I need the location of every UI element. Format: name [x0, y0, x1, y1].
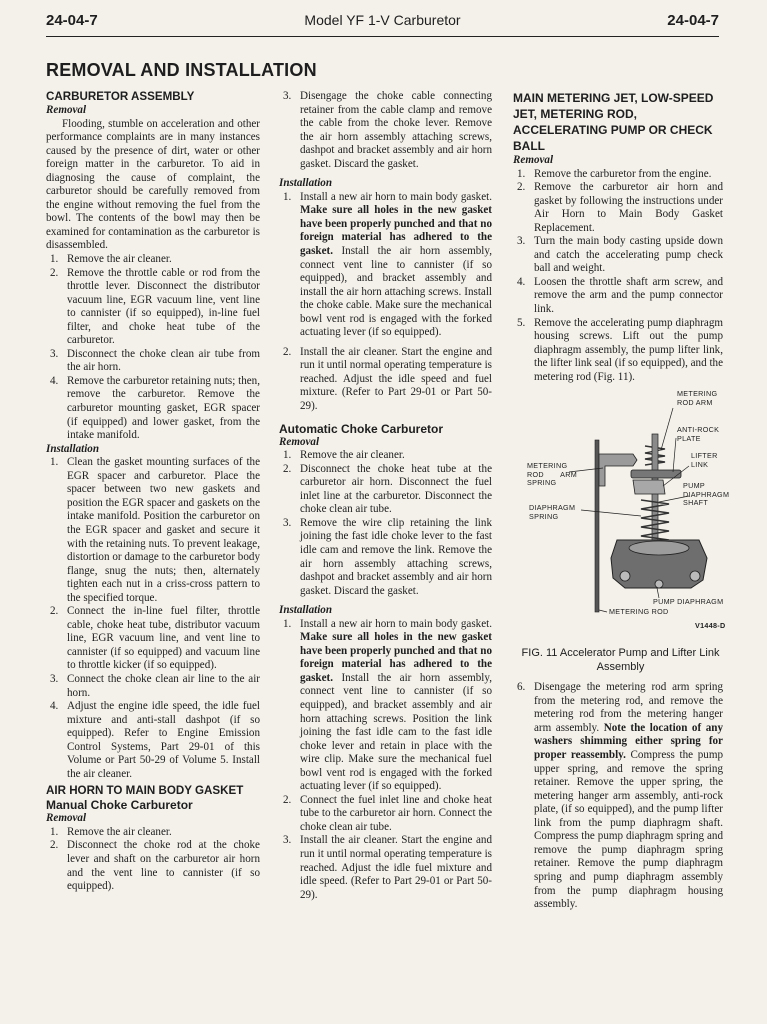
installation-steps-manual [279, 191, 492, 414]
list-item: 2. Disconnect the choke heat tube at the carburetor air horn. Disconnect the fuel inlet line at the carburetor. Disconnect the choke clean air tube. [283, 462, 492, 516]
list-item: 1. Remove the air cleaner. [283, 449, 405, 462]
list-item: 4. Loosen the throttle shaft arm screw, and remove the arm and the pump connector link. [517, 275, 723, 316]
label-metering-rod-arm-spring: METERING ROD ARM SPRING [527, 461, 577, 487]
label-anti-rock-plate: ANTI-ROCK PLATE [677, 425, 720, 443]
list-item: 2. Install the air cleaner. Start the engine and run it until normal operating temperature is reached. Adjust the idle speed and fuel mixture. (Refer to Part 29-01 or Part 50-29). [283, 345, 492, 413]
installation-subheading: Installation [279, 177, 333, 190]
list-item: 1. Install a new air horn to main body gasket. Make sure all holes in the new gasket have been properly punched and that no foreign material has adhered to the gasket. Install the air horn assembly, connect vent line to cannister (if so equipped), and bracket assembly and air horn attaching screws. Position the link joining the fast idle cam to the fast idle choke lever and retain in place with the wire clip. Make sure the mechanical fuel bowl vent rod is engaged with the forked actuating lever (if so equipped). [283, 617, 492, 793]
label-pump-diaphragm-shaft: PUMP DIAPHRAGM SHAFT [683, 481, 730, 507]
page-header [46, 12, 719, 34]
column-3 [513, 90, 730, 912]
label-pump-diaphragm: PUMP DIAPHRAGM [653, 597, 724, 607]
list-item: 4. Remove the carburetor retaining nuts; then, remove the carburetor. Remove the carburetor mounting gasket, EGR spacer (if equipped) and lower gasket, from the intake manifold. [50, 374, 260, 442]
list-item: 2. Connect the fuel inlet line and choke heat tube to the carburetor air horn. Connect the choke clean air tube. [283, 793, 492, 833]
installation-subheading-2: Installation [279, 604, 333, 617]
list-item: 1. Remove the air cleaner. [50, 253, 172, 266]
list-item: 2. Disconnect the choke rod at the choke lever and shaft on the carburetor air horn and the vent line to cannister (if so equipped). [50, 839, 260, 893]
list-item: 2. Remove the throttle cable or rod from the throttle lever. Disconnect the distributor vacuum line, EGR vacuum line, vent line to cannister (if so equipped), in-line fuel filter, and choke heat tube of the carburetor. [50, 266, 260, 347]
list-item: 1. Clean the gasket mounting surfaces of the EGR spacer and carburetor. Place the spacer between two new gaskets and position the EGR spacer and gaskets on the intake manifold. Position the carburetor on the EGR spacer and gasket and secure it with the retaining nuts. To prevent leakage, distortion or damage to the carburetor body flange, snug the nuts; then, alternately tighten each nut in a criss-cross pattern to the specified torque. [50, 456, 260, 604]
removal-steps [513, 168, 723, 385]
removal-steps [46, 253, 260, 443]
installation-subheading: Installation [46, 442, 100, 455]
list-item: 3. Remove the wire clip retaining the link joining the fast idle choke lever to the fast idle cam and remove the link. Remove the air horn assembly attaching screws, dashpot and bracket assembly and air horn gasket. Discard the gasket. [283, 516, 492, 597]
removal-subheading: Removal [513, 154, 554, 166]
label-diaphragm-spring: DIAPHRAGM SPRING [529, 503, 576, 521]
removal-steps-2 [46, 826, 260, 894]
column-2 [279, 90, 492, 902]
figure-caption: FIG. 11 Accelerator Pump and Lifter Link Assembly [521, 647, 720, 674]
figure-11 [513, 390, 728, 675]
list-item: 3. Install the air cleaner. Start the engine and run it until normal operating temperature is reached. Adjust the idle fuel mixture and idle speed. (Refer to Part 29-01 or Part 50-29). [283, 834, 492, 901]
intro-paragraph: Flooding, stumble on acceleration and other performance complaints are in many instances caused by the presence of dirt, water or other foreign matter in the carburetor. To aid in diagnosing the cause of complaint, the carburetor should be carefully removed from the engine without removing the fuel from the bowl. The contents of the bowl may then be examined for contamination as the carburetor is disassembled. [46, 117, 260, 252]
column-1 [46, 90, 260, 894]
heading-air-horn-gasket: AIR HORN TO MAIN BODY GASKET [46, 784, 244, 798]
list-item: 2. Connect the in-line fuel filter, throttle cable, choke heat tube, distributor vacuum line, EGR vacuum line, and vent line to cannister (if so equipped) and vacuum line to throttle kicker (if so equipped). [50, 605, 260, 672]
label-lifter-link: LIFTER LINK [691, 451, 718, 469]
figure-code: V1448-D [695, 621, 726, 631]
running-title: Model YF 1-V Carburetor [304, 12, 461, 28]
list-item: 1. Install a new air horn to main body gasket. Make sure all holes in the new gasket have been properly punched and that no foreign material has adhered to the gasket. Install the air horn assembly, connect vent line to cannister (if so equipped), and bracket assembly and install the air horn attaching screws. Install the choke cable. Make sure the mechanical bowl vent rod is engaged with the forked actuating lever (if so equipped). [283, 190, 492, 339]
list-item: 1. Remove the carburetor from the engine. [517, 167, 712, 180]
list-item: 6. Disengage the metering rod arm spring from the metering rod, and remove the metering rod from the metering hanger arm assembly. Note the location of any washers shimming either spring for proper reassembly. Compress the pump upper spring, and remove the spring retainer. Remove the upper spring, the metering hanger arm assembly, anti-rock plate, (if so equipped), and the pump lifter link from the pump diaphragm shaft. Compress the pump diaphragm spring and remove the pump diaphragm spring retainer. Remove the pump diaphragm spring and pump diaphragm assembly from the pump diaphragm housing assembly. [517, 681, 723, 911]
list-item: 3. Disengage the choke cable connecting retainer from the cable clamp and remove the cable from the choke lever. Remove the air horn assembly attaching screws, dashpot and bracket assembly and air horn gasket. Discard the gasket. [283, 90, 492, 170]
label-metering-rod-arm: METERING ROD ARM [677, 389, 718, 407]
installation-steps [46, 456, 260, 781]
page-number-right: 24-04-7 [667, 12, 719, 29]
list-item: 5. Remove the accelerating pump diaphragm housing screws. Lift out the pump diaphragm assembly, the pump lifter link, the lifter link seal (if so equipped), and the metering rod (Fig. 11). [517, 316, 723, 383]
removal-steps-cont [513, 681, 723, 911]
removal-subheading: Removal [279, 435, 320, 448]
automatic-installation-steps [279, 618, 492, 902]
page-number-left: 24-04-7 [46, 12, 98, 29]
heading-carburetor-assembly: CARBURETOR ASSEMBLY [46, 90, 195, 103]
list-item: 3. Disconnect the choke clean air tube from the air horn. [50, 347, 260, 374]
list-item: 4. Adjust the engine idle speed, the idle fuel mixture and anti-stall dashpot (if so equipped). Refer to Engine Emission Control Systems, Part 29-01 of this Volume or Part 50-29 of Volume 5. Install the air cleaner. [50, 700, 260, 780]
list-item: 3. Connect the choke clean air line to the air horn. [50, 672, 260, 699]
section-title: REMOVAL AND INSTALLATION [46, 60, 317, 80]
automatic-removal-steps [279, 449, 492, 598]
subheading-manual-choke: Manual Choke Carburetor [46, 798, 193, 813]
list-item: 3. Turn the main body casting upside down and catch the accelerating pump check ball and weight. [517, 235, 723, 275]
heading-main-metering-jet: MAIN METERING JET, LOW-SPEED JET, METERING ROD, ACCELERATING PUMP OR CHECK BALL [513, 91, 714, 153]
heading-automatic-choke: Automatic Choke Carburetor [279, 421, 444, 436]
header-rule [46, 36, 719, 37]
removal-steps-cont [279, 90, 492, 171]
list-item: 1. Remove the air cleaner. [50, 825, 172, 838]
removal-subheading-2: Removal [46, 812, 87, 825]
list-item: 2. Remove the carburetor air horn and gasket by following the instructions under Air Horn to Main Body Gasket Replacement. [517, 181, 723, 234]
removal-subheading: Removal [46, 104, 87, 116]
label-metering-rod: METERING ROD [609, 607, 669, 617]
